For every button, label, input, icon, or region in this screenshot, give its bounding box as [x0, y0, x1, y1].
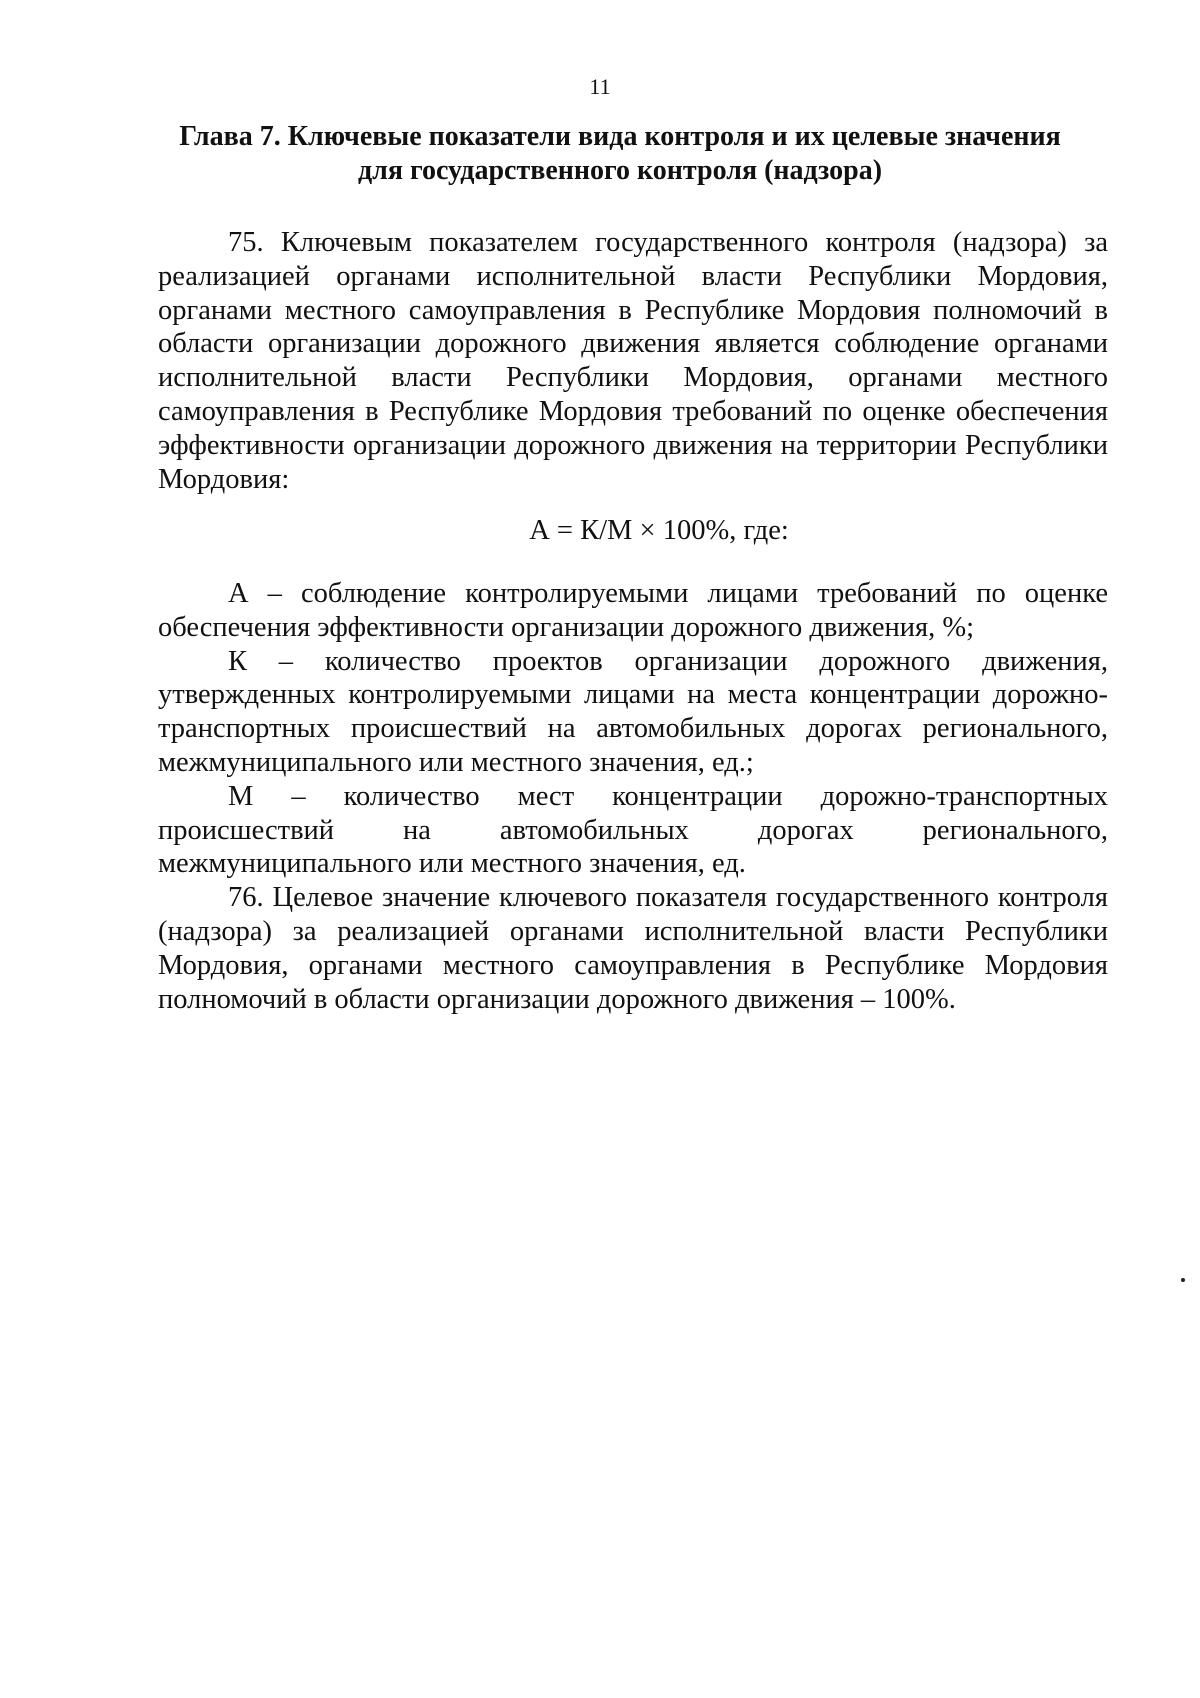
page-number: 11	[589, 74, 611, 99]
formula: А = К/М × 100%, где:	[529, 515, 789, 546]
definition-a: А – соблюдение контролируемыми лицами требований по оценке обеспечения эффективности организации дорожного движения, %;	[158, 578, 1108, 643]
paragraph-75: 75. Ключевым показателем государственного контроля (надзора) за реализацией органами исполнительной власти Республики Мордовия, органами местного самоуправления в Республике Мордовия полномочий в области организации дорожного движения является соблюдение органами исполнительной власти Республики Мордовия, органами местного самоуправления в Республике Мордовия требований по оценке обеспечения эффективности организации дорожного движения на территории Республики Мордовия:	[158, 227, 1108, 495]
definition-m: М – количество мест концентрации дорожно-транспортных происшествий на автомобильных дорогах регионального, межмуниципального или местного значения, ед.	[158, 780, 1108, 880]
chapter-title	[140, 120, 1100, 188]
paragraph-76: 76. Целевое значение ключевого показателя государственного контроля (надзора) за реализацией органами исполнительной власти Республики Мордовия, органами местного самоуправления в Республике Мордовия полномочий в области организации дорожного движения – 100%.	[158, 882, 1108, 1015]
scan-artifact-dot	[1181, 1278, 1185, 1282]
definition-k: К – количество проектов организации дорожного движения, утвержденных контролируемыми лицами на места концентрации дорожно-транспортных происшествий на автомобильных дорогах регионального, межмуниципального или местного значения, ед.;	[158, 645, 1108, 778]
definitions-block	[158, 577, 1108, 1016]
paragraph-block-75	[158, 226, 1108, 496]
chapter-title-line-2: для государственного контроля (надзора)	[357, 155, 883, 186]
chapter-title-line-1: Глава 7. Ключевые показатели вида контроля и их целевые значения	[179, 121, 1061, 152]
